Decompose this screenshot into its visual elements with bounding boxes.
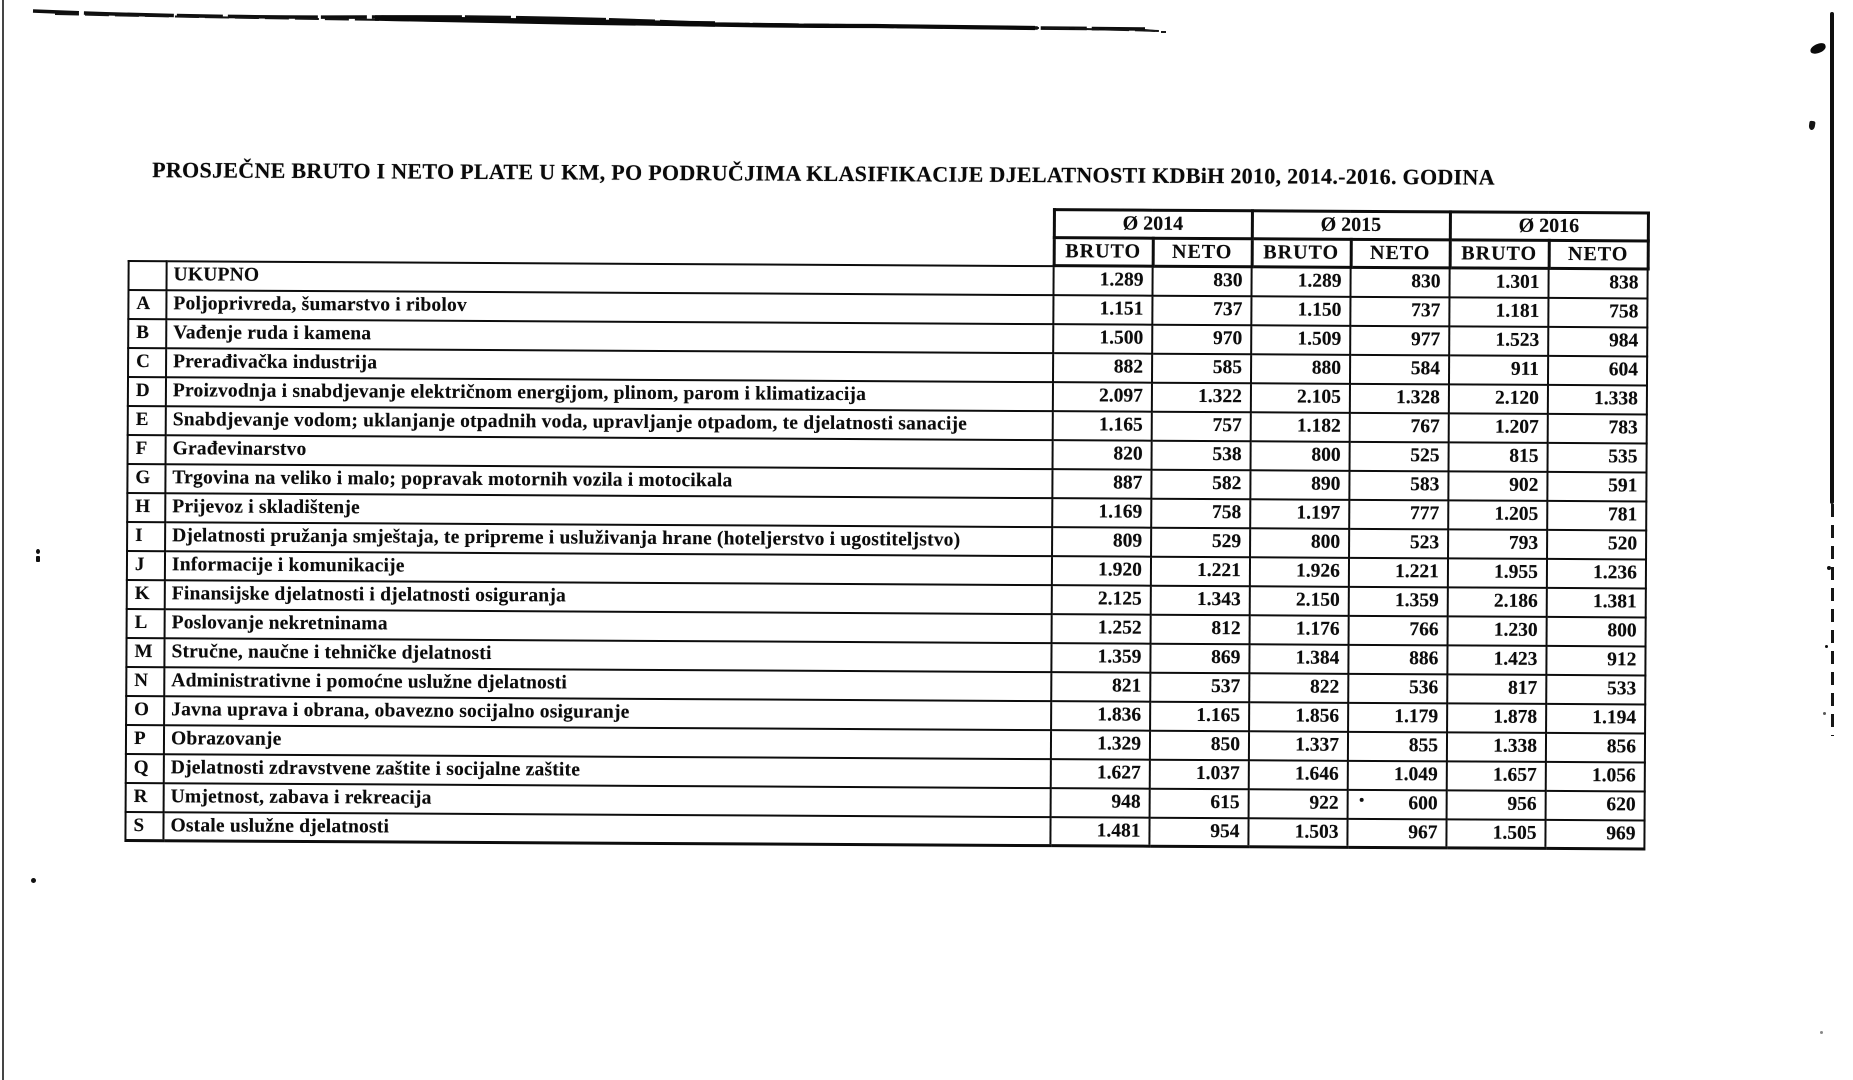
value-cell: 2.125 <box>1052 585 1151 615</box>
value-cell: 902 <box>1448 471 1547 501</box>
value-cell: 1.221 <box>1349 557 1448 587</box>
activity-code-cell: Q <box>126 753 164 782</box>
activity-name-cell: Vađenje ruda i kamena <box>166 319 1053 353</box>
value-cell: 1.289 <box>1053 266 1152 296</box>
value-cell: 758 <box>1151 498 1250 528</box>
value-cell: 757 <box>1152 411 1251 441</box>
value-cell: 766 <box>1349 615 1448 645</box>
activity-name-cell: Snabdjevanje vodom; uklanjanje otpadnih voda, upravljanje otpadom, te djelatnosti sanacije <box>166 406 1053 440</box>
value-cell: 880 <box>1251 354 1350 384</box>
value-cell: 536 <box>1348 673 1447 703</box>
value-cell: 1.194 <box>1546 703 1645 733</box>
year-header-2016: Ø 2016 <box>1450 212 1648 241</box>
value-cell: 1.165 <box>1053 411 1152 441</box>
value-cell: 1.500 <box>1053 324 1152 354</box>
value-cell: 882 <box>1053 353 1152 383</box>
value-cell: 948 <box>1051 788 1150 818</box>
value-cell: 1.289 <box>1251 267 1350 297</box>
value-cell: 523 <box>1349 528 1448 558</box>
value-cell: 533 <box>1546 674 1645 704</box>
value-cell: 817 <box>1447 674 1546 704</box>
value-cell: 529 <box>1151 527 1250 557</box>
value-cell: 1.627 <box>1051 759 1150 789</box>
value-cell: 969 <box>1545 819 1644 849</box>
value-cell: 2.120 <box>1449 384 1548 414</box>
value-cell: 1.481 <box>1050 817 1149 847</box>
activity-code-cell: J <box>127 550 165 579</box>
value-cell: 537 <box>1150 672 1249 702</box>
document-title: PROSJEČNE BRUTO I NETO PLATE U KM, PO PODRUČJIMA KLASIFIKACIJE DJELATNOSTI KDBiH 2010, 2014.-2016. GODINA <box>152 157 1495 190</box>
value-cell: 615 <box>1150 788 1249 818</box>
neto-header-2016: NETO <box>1549 240 1648 269</box>
value-cell: 820 <box>1053 440 1152 470</box>
value-cell: 2.097 <box>1053 382 1152 412</box>
value-cell: 1.329 <box>1051 730 1150 760</box>
value-cell: 582 <box>1151 469 1250 499</box>
value-cell: 1.338 <box>1548 384 1647 414</box>
table-header <box>129 204 1648 268</box>
activity-name-cell: Trgovina na veliko i malo; popravak motornih vozila i motocikala <box>165 464 1052 498</box>
value-cell: 1.176 <box>1250 615 1349 645</box>
value-cell: 767 <box>1350 412 1449 442</box>
value-cell: 1.505 <box>1446 819 1545 849</box>
value-cell: 737 <box>1350 296 1449 326</box>
value-cell: 620 <box>1546 790 1645 820</box>
salary-table <box>124 203 1649 850</box>
value-cell: 1.322 <box>1152 382 1251 412</box>
value-cell: 1.646 <box>1249 760 1348 790</box>
ink-speck <box>1360 798 1364 802</box>
activity-name-cell: Umjetnost, zabava i rekreacija <box>164 783 1051 817</box>
activity-name-cell: Poljoprivreda, šumarstvo i ribolov <box>166 290 1053 324</box>
value-cell: 977 <box>1350 325 1449 355</box>
value-cell: 793 <box>1448 529 1547 559</box>
activity-name-cell: Proizvodnja i snabdjevanje električnom energijom, plinom, parom i klimatizacija <box>166 377 1053 411</box>
value-cell: 1.523 <box>1449 326 1548 356</box>
activity-code-cell: S <box>125 811 163 840</box>
activity-code-cell <box>129 260 167 289</box>
value-cell: 800 <box>1547 616 1646 646</box>
value-cell: 535 <box>1548 442 1647 472</box>
value-cell: 956 <box>1447 790 1546 820</box>
activity-code-cell: H <box>127 492 165 521</box>
value-cell: 1.207 <box>1449 413 1548 443</box>
activity-name-cell: Finansijske djelatnosti i djelatnosti osiguranja <box>165 580 1052 614</box>
value-cell: 538 <box>1152 440 1251 470</box>
value-cell: 830 <box>1350 267 1449 297</box>
activity-name-cell: Prijevoz i skladištenje <box>165 493 1052 527</box>
value-cell: 585 <box>1152 353 1251 383</box>
activity-name-cell: Djelatnosti zdravstvene zaštite i socijalne zaštite <box>164 754 1051 788</box>
activity-name-cell: Administrativne i pomoćne uslužne djelatnosti <box>164 667 1051 701</box>
value-cell: 1.221 <box>1151 556 1250 586</box>
value-cell: 1.301 <box>1449 268 1548 298</box>
value-cell: 1.181 <box>1449 297 1548 327</box>
activity-name-cell: Prerađivačka industrija <box>166 348 1053 382</box>
activity-code-cell: M <box>126 637 164 666</box>
value-cell: 800 <box>1251 441 1350 471</box>
value-cell: 1.926 <box>1250 557 1349 587</box>
value-cell: 783 <box>1548 413 1647 443</box>
activity-code-cell: A <box>128 289 166 318</box>
value-cell: 815 <box>1449 442 1548 472</box>
activity-code-cell: F <box>128 434 166 463</box>
activity-name-cell: Ostale uslužne djelatnosti <box>163 812 1050 846</box>
value-cell: 912 <box>1546 645 1645 675</box>
value-cell: 821 <box>1051 672 1150 702</box>
value-cell: 855 <box>1348 731 1447 761</box>
activity-code-cell: K <box>127 579 165 608</box>
activity-name-cell: Građevinarstvo <box>166 435 1053 469</box>
value-cell: 1.337 <box>1249 731 1348 761</box>
value-cell: 856 <box>1546 732 1645 762</box>
value-cell: 967 <box>1347 818 1446 848</box>
value-cell: 1.657 <box>1447 761 1546 791</box>
value-cell: 1.856 <box>1249 702 1348 732</box>
value-cell: 922 <box>1249 789 1348 819</box>
value-cell: 1.150 <box>1251 296 1350 326</box>
activity-name-cell: Djelatnosti pružanja smještaja, te pripreme i usluživanja hrane (hoteljerstvo i ugostiteljstvo) <box>165 522 1052 556</box>
year-header-2015: Ø 2015 <box>1252 211 1450 240</box>
value-cell: 890 <box>1250 470 1349 500</box>
activity-name-cell: Informacije i komunikacije <box>165 551 1052 585</box>
value-cell: 1.384 <box>1249 644 1348 674</box>
activity-code-cell: O <box>126 695 164 724</box>
value-cell: 1.338 <box>1447 732 1546 762</box>
value-cell: 1.509 <box>1251 325 1350 355</box>
table-body <box>125 260 1647 848</box>
value-cell: 1.056 <box>1546 761 1645 791</box>
activity-code-cell: C <box>128 347 166 376</box>
value-cell: 809 <box>1052 527 1151 557</box>
bruto-header-2016: BRUTO <box>1450 240 1549 269</box>
activity-code-cell: D <box>128 376 166 405</box>
value-cell: 970 <box>1152 324 1251 354</box>
value-cell: 2.186 <box>1448 587 1547 617</box>
value-cell: 1.343 <box>1151 585 1250 615</box>
value-cell: 1.836 <box>1051 701 1150 731</box>
value-cell: 1.151 <box>1053 295 1152 325</box>
value-cell: 583 <box>1349 470 1448 500</box>
value-cell: 1.197 <box>1250 499 1349 529</box>
activity-name-cell: UKUPNO <box>166 261 1053 295</box>
year-header-2014: Ø 2014 <box>1054 210 1252 239</box>
value-cell: 886 <box>1348 644 1447 674</box>
value-cell: 1.381 <box>1547 587 1646 617</box>
value-cell: 830 <box>1152 266 1251 296</box>
value-cell: 1.037 <box>1150 759 1249 789</box>
bruto-header-2015: BRUTO <box>1252 239 1351 268</box>
activity-code-cell: B <box>128 318 166 347</box>
value-cell: 600 <box>1348 789 1447 819</box>
value-cell: 584 <box>1350 354 1449 384</box>
value-cell: 984 <box>1548 326 1647 356</box>
value-cell: 2.105 <box>1251 383 1350 413</box>
value-cell: 1.049 <box>1348 760 1447 790</box>
value-cell: 758 <box>1548 297 1647 327</box>
value-cell: 1.423 <box>1447 645 1546 675</box>
value-cell: 1.878 <box>1447 703 1546 733</box>
value-cell: 869 <box>1150 643 1249 673</box>
value-cell: 1.230 <box>1448 616 1547 646</box>
activity-code-cell: P <box>126 724 164 753</box>
value-cell: 850 <box>1150 730 1249 760</box>
value-cell: 604 <box>1548 355 1647 385</box>
value-cell: 781 <box>1547 500 1646 530</box>
value-cell: 887 <box>1052 469 1151 499</box>
activity-name-cell: Poslovanje nekretninama <box>165 609 1052 643</box>
value-cell: 838 <box>1548 268 1647 298</box>
activity-code-cell: R <box>126 782 164 811</box>
value-cell: 1.359 <box>1349 586 1448 616</box>
value-cell: 1.165 <box>1150 701 1249 731</box>
value-cell: 2.150 <box>1250 586 1349 616</box>
activity-code-cell: I <box>127 521 165 550</box>
value-cell: 1.182 <box>1251 412 1350 442</box>
value-cell: 525 <box>1350 441 1449 471</box>
value-cell: 1.236 <box>1547 558 1646 588</box>
value-cell: 737 <box>1152 295 1251 325</box>
value-cell: 1.205 <box>1448 500 1547 530</box>
value-cell: 1.920 <box>1052 556 1151 586</box>
value-cell: 812 <box>1151 614 1250 644</box>
value-cell: 591 <box>1547 471 1646 501</box>
activity-code-cell: G <box>127 463 165 492</box>
neto-header-2014: NETO <box>1153 238 1252 267</box>
value-cell: 1.503 <box>1248 818 1347 848</box>
value-cell: 911 <box>1449 355 1548 385</box>
activity-code-cell: L <box>127 608 165 637</box>
value-cell: 1.955 <box>1448 558 1547 588</box>
value-cell: 1.328 <box>1350 383 1449 413</box>
activity-code-cell: E <box>128 405 166 434</box>
activity-name-cell: Stručne, naučne i tehničke djelatnosti <box>164 638 1051 672</box>
activity-name-cell: Javna uprava i obrana, obavezno socijalno osiguranje <box>164 696 1051 730</box>
value-cell: 800 <box>1250 528 1349 558</box>
value-cell: 1.169 <box>1052 498 1151 528</box>
value-cell: 1.359 <box>1051 643 1150 673</box>
value-cell: 822 <box>1249 673 1348 703</box>
value-cell: 520 <box>1547 529 1646 559</box>
value-cell: 954 <box>1149 817 1248 847</box>
value-cell: 1.179 <box>1348 702 1447 732</box>
value-cell: 1.252 <box>1052 614 1151 644</box>
activity-name-cell: Obrazovanje <box>164 725 1051 759</box>
value-cell: 777 <box>1349 499 1448 529</box>
activity-code-cell: N <box>126 666 164 695</box>
bruto-header-2014: BRUTO <box>1054 238 1153 267</box>
neto-header-2015: NETO <box>1351 239 1450 268</box>
